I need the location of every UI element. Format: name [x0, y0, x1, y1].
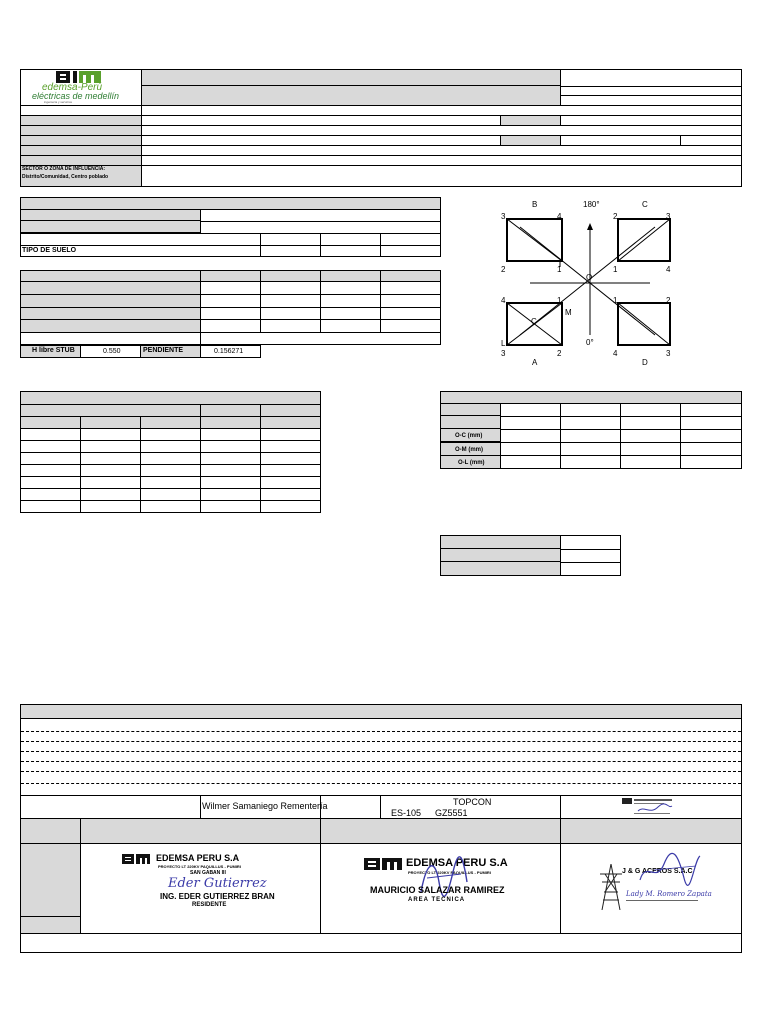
- label-cell: [440, 548, 561, 562]
- header-divider: [680, 135, 681, 146]
- diagram-angle-bottom: 0°: [586, 338, 594, 347]
- header-line: [141, 145, 742, 146]
- diagram-num: 1: [613, 296, 618, 305]
- diagram-num: 2: [557, 349, 562, 358]
- header-line: [20, 105, 742, 106]
- transmission-tower-icon: [600, 864, 622, 910]
- header-line: [141, 135, 742, 136]
- diagram-num: 4: [557, 212, 562, 221]
- table-line: [380, 270, 381, 333]
- signature-header: [80, 818, 321, 844]
- signature-header: [320, 818, 561, 844]
- label-cell: [500, 115, 561, 126]
- dashed-line: [21, 761, 741, 762]
- instrument-serial: GZ5551: [435, 808, 468, 818]
- small-stamp: [620, 797, 676, 817]
- sig1-handwriting: Eder Gutierrez: [168, 876, 267, 891]
- label-cell: [440, 535, 561, 549]
- footer-line: [320, 843, 321, 934]
- table-line: [680, 403, 681, 469]
- table-line: [560, 403, 561, 469]
- table-line: [620, 403, 621, 469]
- company-logo: [26, 71, 136, 103]
- instrument-model: ES-105: [391, 808, 422, 818]
- sig1-name: ING. EDER GUTIERREZ BRAN: [160, 892, 275, 901]
- sig3-company: J & G ACEROS S.A.C: [622, 868, 693, 875]
- footer-line: [20, 933, 742, 934]
- diagram-label-a: A: [532, 358, 538, 367]
- dashed-line: [21, 771, 741, 772]
- operator-name: Wilmer Samaniego Rementería: [202, 801, 328, 811]
- table-line: [380, 233, 381, 257]
- diagram-num: 2: [666, 296, 671, 305]
- diagram-num: 1: [557, 296, 562, 305]
- diagram-label-c: C: [642, 200, 648, 209]
- table-line: [200, 221, 441, 222]
- soil-type-label: TIPO DE SUELO: [22, 247, 77, 254]
- diagram-num: 3: [501, 349, 506, 358]
- signature-header: [560, 818, 742, 844]
- dashed-line: [21, 731, 741, 732]
- sig2-company: EDEMSA PERU S.A: [406, 857, 508, 869]
- label-cell: [20, 843, 81, 917]
- diagram-num: 4: [501, 296, 506, 305]
- header-line: [141, 125, 742, 126]
- header-line: [141, 165, 742, 166]
- district-label: Distrito/Comunidad, Centro poblado: [22, 174, 109, 180]
- table-line: [560, 549, 621, 550]
- dashed-line: [21, 741, 741, 742]
- h-libre-label: H libre STUB: [32, 347, 75, 354]
- footer-line: [560, 795, 561, 934]
- table-line: [320, 233, 321, 257]
- pendiente-label: PENDIENTE: [143, 347, 184, 354]
- signature-stamp-technical: [358, 850, 528, 916]
- table-line: [560, 562, 621, 563]
- diagram-num: 3: [666, 349, 671, 358]
- diagram-num: 2: [501, 265, 506, 274]
- edemsa-logo-icon: [122, 854, 152, 876]
- table-line: [320, 270, 321, 333]
- label-cell: [20, 220, 201, 233]
- table-line: [500, 416, 742, 417]
- table-line: [500, 429, 742, 430]
- footer-line: [200, 795, 201, 819]
- diagram-label-d: D: [642, 358, 648, 367]
- pendiente-value: 0.156271: [214, 348, 244, 355]
- sig2-project: PROYECTO LT 220KV PAQUILLUS - PUMIRI: [408, 870, 491, 875]
- handwritten-signature-icon: [634, 850, 704, 890]
- table-line: [500, 455, 742, 456]
- label-cell: [20, 294, 201, 308]
- footer-line: [380, 795, 381, 819]
- table-line: [500, 442, 742, 443]
- foundation-diagram: [490, 195, 690, 370]
- sig1-project: PROYECTO LT 220KV PAQUILLUS - PUMIRI: [158, 864, 241, 869]
- table-line: [20, 233, 441, 234]
- diagram-num: 2: [613, 212, 618, 221]
- sig1-site: SAN GABAN III: [190, 870, 226, 876]
- label-cell: [20, 916, 81, 934]
- sig3-underline: [626, 900, 698, 901]
- logo-subtitle: eléctricas de medellín: [32, 91, 120, 101]
- header-line: [560, 95, 742, 96]
- diagram-label-l: L: [501, 339, 506, 348]
- diagram-num: 4: [613, 349, 618, 358]
- diagram-num: 1: [613, 265, 618, 274]
- diagram-num: 3: [666, 212, 671, 221]
- diagram-label-c-inner: C: [531, 317, 537, 326]
- level-table: [20, 391, 321, 513]
- ol-label: O-L (mm): [458, 460, 485, 466]
- table-line: [200, 270, 201, 345]
- h-libre-value: 0.550: [103, 348, 121, 355]
- logo-name: edemsa-Perú: [42, 82, 103, 93]
- om-label: O-M (mm): [455, 447, 483, 453]
- diagram-num: 3: [501, 212, 506, 221]
- stamp-logo-icon: [620, 797, 676, 817]
- sector-label: SECTOR O ZONA DE INFLUENCIA:: [22, 166, 106, 172]
- logo-tagline: ingeniería y servicios: [44, 100, 73, 104]
- diagram-label-b: B: [532, 200, 538, 209]
- dashed-line: [21, 783, 741, 784]
- diagram-label-o: O: [586, 273, 593, 282]
- label-cell: [500, 135, 561, 146]
- table-line: [260, 233, 261, 257]
- diagram-num: 1: [557, 265, 562, 274]
- label-cell: [20, 319, 201, 333]
- dashed-line: [21, 751, 741, 752]
- diagram-num: 4: [666, 265, 671, 274]
- header-line: [141, 155, 742, 156]
- label-cell: [20, 281, 201, 295]
- sig1-role: RESIDENTE: [192, 902, 227, 908]
- observations-header: [20, 704, 742, 719]
- table-line: [260, 270, 261, 333]
- signature-stamp-contractor: [598, 850, 712, 912]
- sig2-role: AREA TECNICA: [408, 897, 466, 903]
- label-cell: [440, 561, 561, 576]
- diagram-label-m: M: [565, 308, 572, 317]
- oc-label: O-C (mm): [455, 433, 483, 439]
- signature-header: [20, 818, 81, 844]
- sig1-company: EDEMSA PERU S.A: [156, 853, 240, 863]
- signature-stamp-resident: [120, 852, 280, 912]
- label-cell: [440, 415, 501, 429]
- sig2-name: MAURICIO SALAZAR RAMIREZ: [370, 885, 505, 895]
- header-title-bar: [141, 69, 561, 86]
- header-subtitle-bar: [141, 85, 561, 106]
- edemsa-logo-icon: [364, 858, 406, 882]
- header-line: [560, 86, 742, 87]
- diagram-angle-top: 180°: [583, 200, 600, 209]
- table-line: [20, 245, 441, 246]
- sig3-handwriting: Lady M. Romero Zapata: [626, 890, 712, 898]
- instrument-brand: TOPCON: [453, 797, 492, 807]
